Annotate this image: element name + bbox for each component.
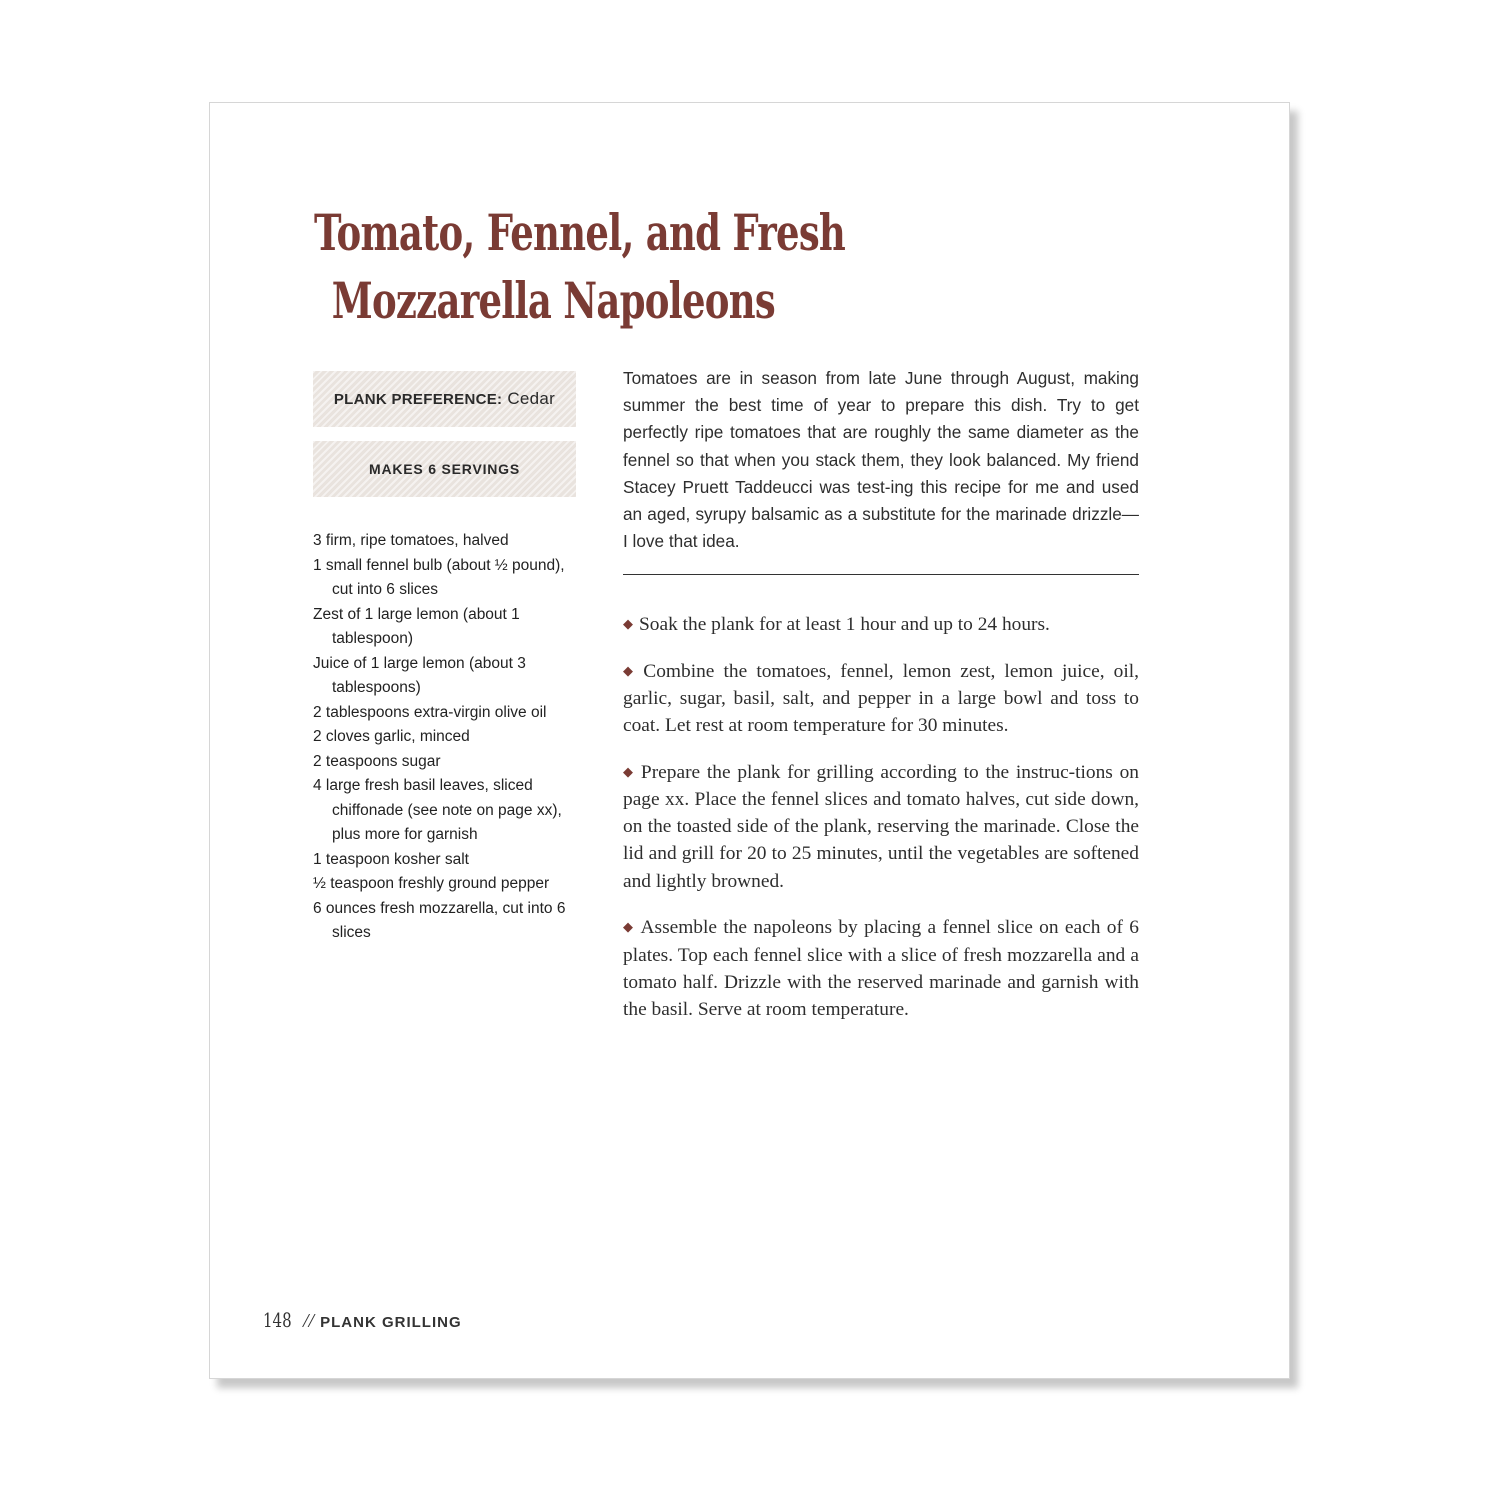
divider-rule — [623, 574, 1139, 575]
instruction-step-text: Combine the tomatoes, fennel, lemon zest, lemon juice, oil, garlic, sugar, basil, salt, and pepper in a large bowl and toss to coat. Let rest at room temperature for 30 minutes. — [623, 660, 1139, 737]
ingredient-list — [313, 529, 583, 946]
recipe-intro: Tomatoes are in season from late June through August, making summer the best time of year to prepare this dish. Try to get perfectly ripe tomatoes that are roughly the same diameter as the fennel so that when you stack them, they look balanced. My friend Stacey Pruett Taddeucci was test-ing this recipe for me and used an aged, syrupy balsamic as a substitute for the marinade drizzle—I love that idea. — [623, 368, 1139, 552]
book-page — [209, 102, 1290, 1379]
diamond-bullet-icon: ◆ — [623, 616, 633, 631]
plank-preference-tag — [313, 371, 576, 427]
ingredient-item: Juice of 1 large lemon (about 3 tablespoons) — [313, 654, 526, 696]
ingredient-item: 6 ounces fresh mozzarella, cut into 6 slices — [313, 899, 566, 941]
diamond-bullet-icon: ◆ — [623, 662, 638, 678]
diamond-bullet-icon: ◆ — [623, 763, 635, 779]
recipe-title-line-2: Mozzarella Napoleons — [331, 271, 775, 330]
ingredient-item: 2 teaspoons sugar — [313, 752, 441, 770]
servings-label: MAKES 6 SERVINGS — [368, 461, 521, 477]
instruction-step — [623, 657, 1139, 740]
ingredient-item: Zest of 1 large lemon (about 1 tablespoon) — [313, 605, 520, 647]
footer-separator: // — [303, 1310, 315, 1332]
ingredient-item: 1 small fennel bulb (about ½ pound), cut into 6 slices — [313, 556, 565, 598]
page-footer — [263, 1308, 462, 1333]
instruction-step-text: Prepare the plank for grilling according to the instruc-tions on page xx. Place the fennel slices and tomato halves, cut side down, on the toasted side of the plank, reserving the marinade. Close the lid and grill for 20 to 25 minutes, until the vegetables are softened and lightly browned. — [623, 761, 1139, 892]
ingredient-item: 2 cloves garlic, minced — [313, 728, 470, 745]
servings-tag — [313, 441, 576, 497]
instruction-step — [623, 758, 1139, 895]
plank-preference-value: Cedar — [507, 389, 556, 408]
ingredient-item: 2 tablespoons extra-virgin olive oil — [313, 703, 547, 721]
ingredient-item: 1 teaspoon kosher salt — [313, 850, 469, 868]
instruction-step-text: Assemble the napoleons by placing a fennel slice on each of 6 plates. Top each fennel slice with a slice of fresh mozzarella and a tomato half. Drizzle with the reserved marinade and garnish with the basil. Serve at room temperature. — [623, 917, 1140, 1020]
plank-preference-label: PLANK PREFERENCE: — [333, 390, 503, 408]
instruction-steps — [623, 610, 1139, 1042]
ingredient-item: ½ teaspoon freshly ground pepper — [313, 875, 550, 892]
recipe-title — [314, 199, 845, 335]
instruction-step — [623, 610, 1139, 638]
instruction-step — [623, 913, 1139, 1023]
diamond-bullet-icon: ◆ — [623, 919, 635, 935]
section-name: PLANK GRILLING — [320, 1314, 462, 1331]
page-number: 148 — [263, 1308, 292, 1332]
ingredient-item: 4 large fresh basil leaves, sliced chiffonade (see note on page xx), plus more for garnish — [313, 777, 562, 843]
instruction-step-text: Soak the plank for at least 1 hour and up to 24 hours. — [639, 614, 1050, 635]
ingredient-item: 3 firm, ripe tomatoes, halved — [313, 532, 509, 549]
recipe-title-line-1: Tomato, Fennel, and Fresh — [314, 203, 846, 262]
